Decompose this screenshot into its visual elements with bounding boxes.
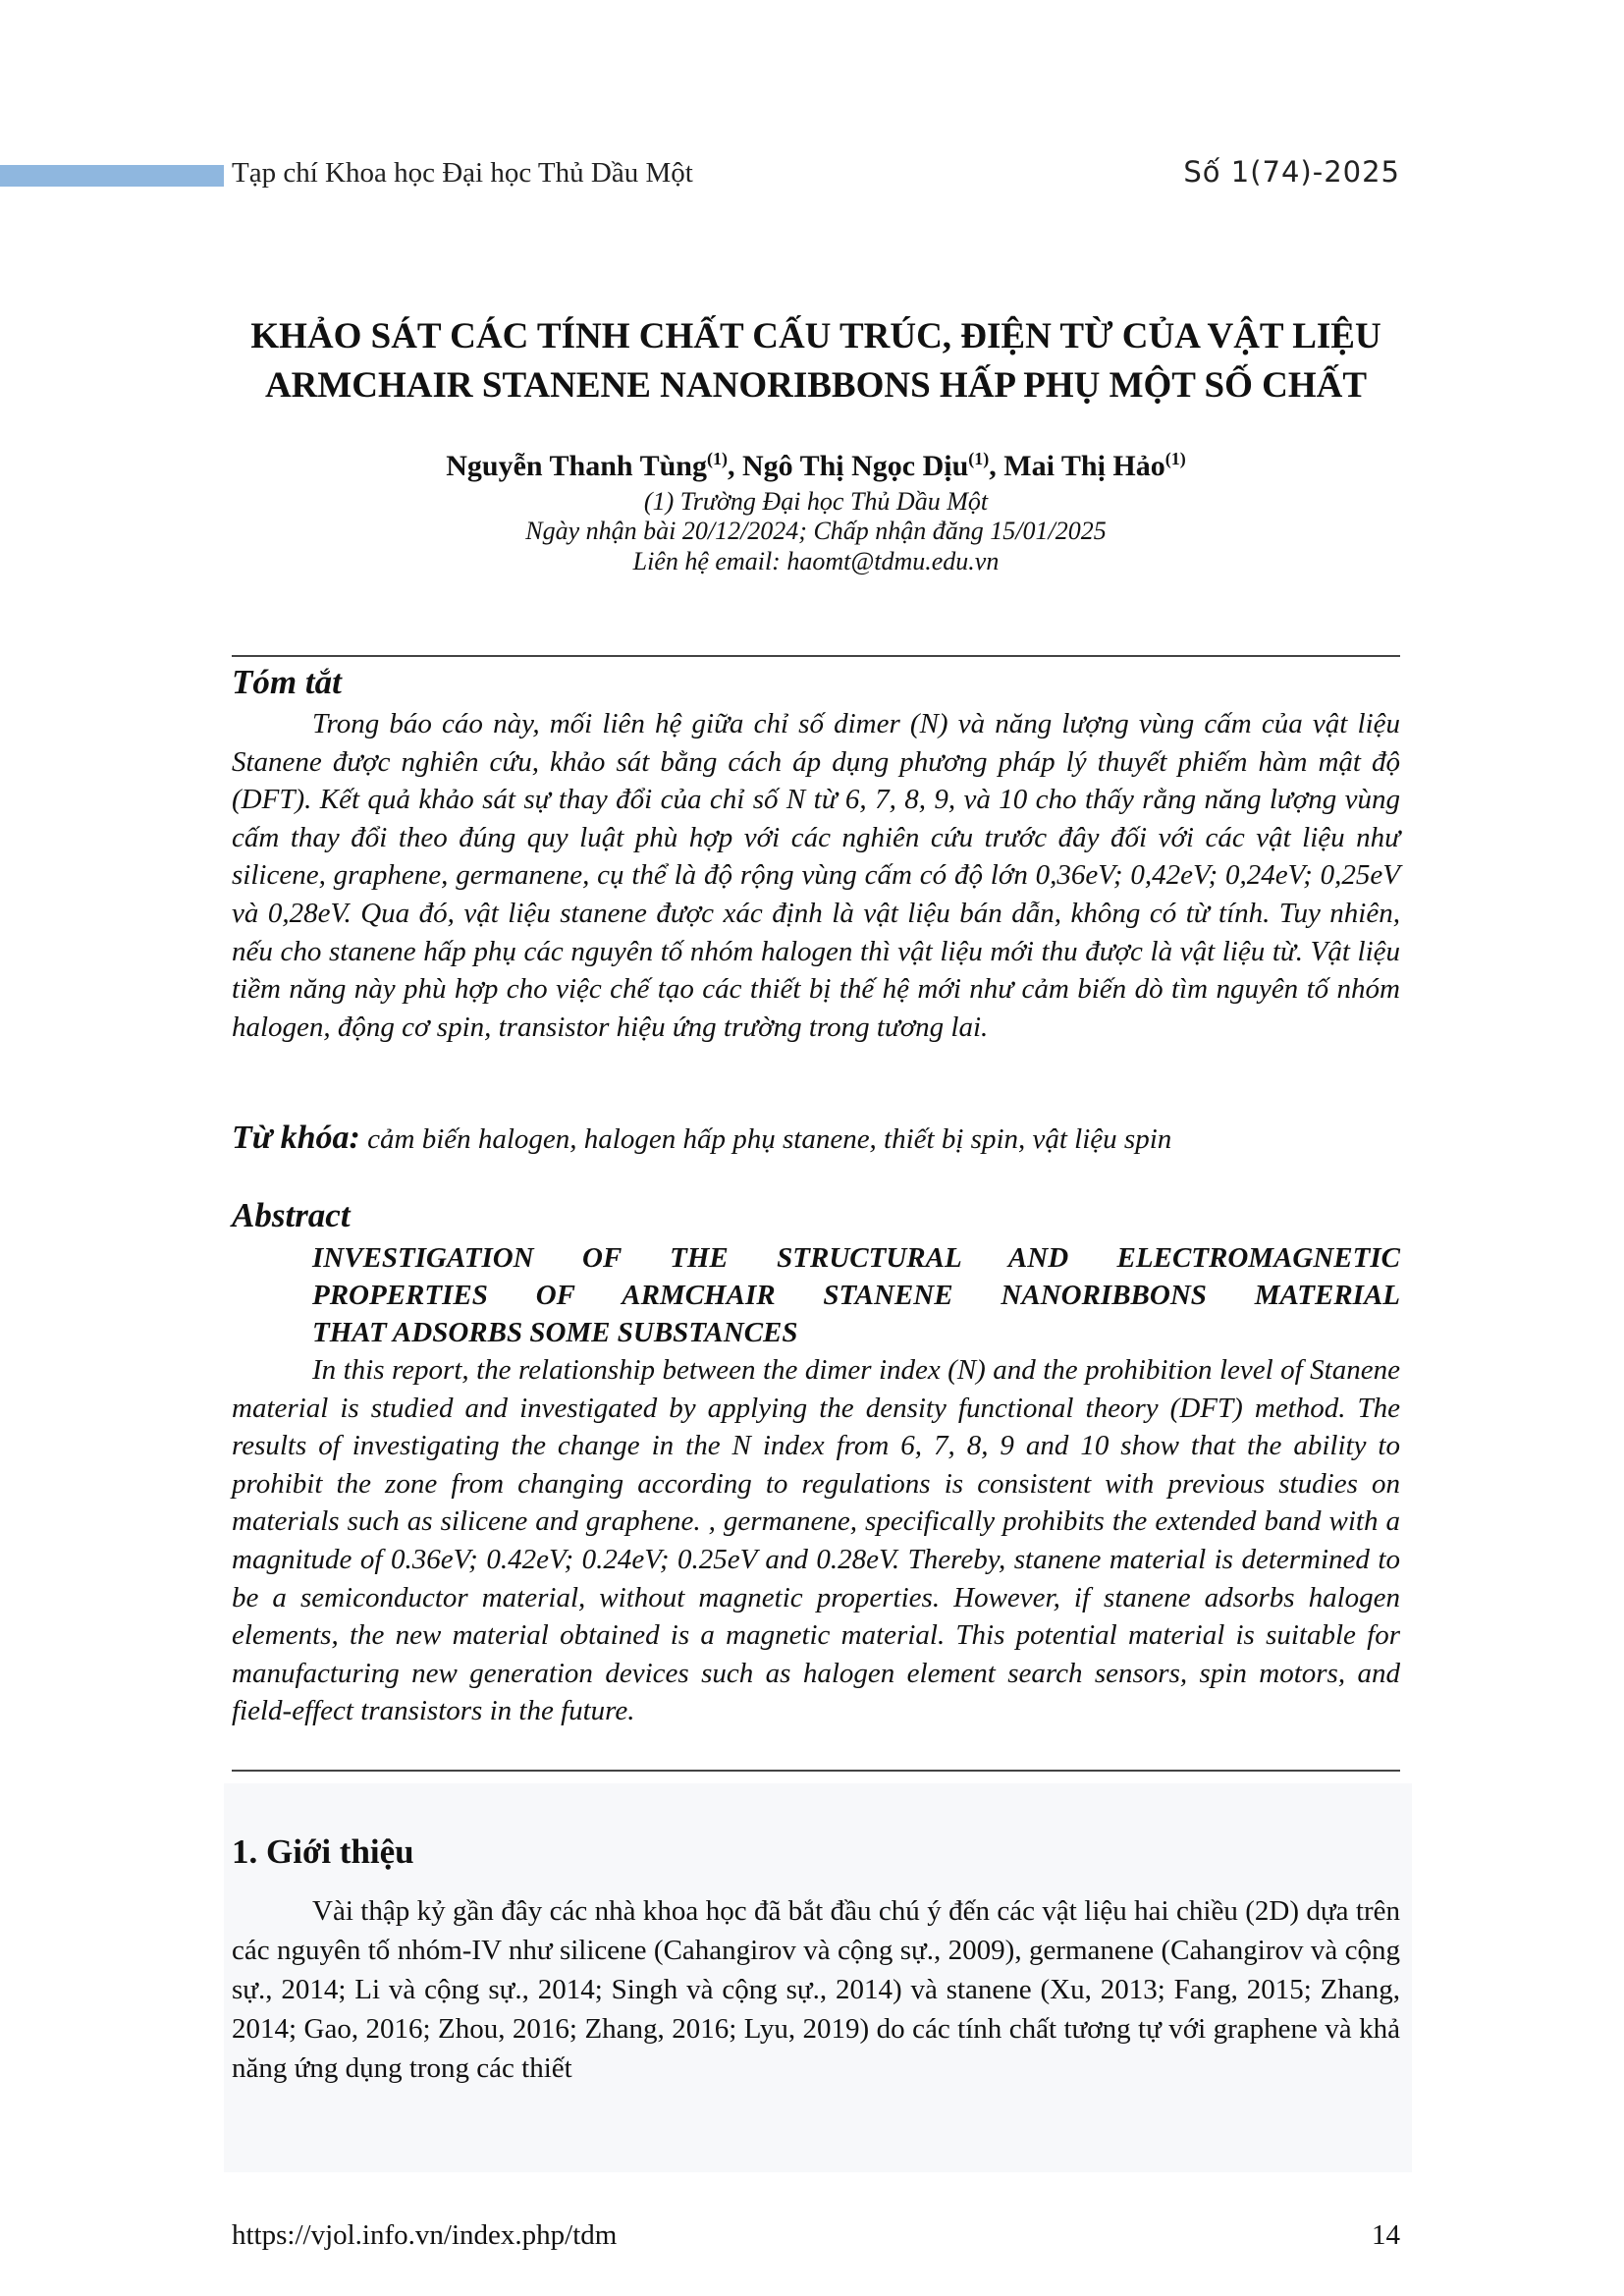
summary-body: Trong báo cáo này, mối liên hệ giữa chỉ số dimer (N) và năng lượng vùng cấm của vật liệu Stanene được nghiên cứu, khảo sát bằng cách áp dụng phương pháp lý thuyết phiếm hàm mật độ (DFT). Kết quả khảo sát sự thay đổi của chỉ số N từ 6, 7, 8, 9, và 10 cho thấy rằng năng lượng vùng cấm thay đổi theo đúng quy luật phù hợp với các nghiên cứu trước đây đối với các vật liệu như silicene, graphene, germanene, cụ thể là độ rộng vùng cấm có độ lớn 0,36eV; 0,42eV; 0,24eV; 0,25eV và 0,28eV. Qua đó, vật liệu stanene được xác định là vật liệu bán dẫn, không có từ tính. Tuy nhiên, nếu cho stanene hấp phụ các nguyên tố nhóm halogen thì vật liệu mới thu được là vật liệu từ. Vật liệu tiềm năng này phù hợp cho việc chế tạo các thiết bị thế hệ mới như cảm biến dò tìm nguyên tố nhóm halogen, động cơ spin, transistor hiệu ứng trường trong tương lai. xyxy=(232,708,1400,1043)
section-heading: 1. Giới thiệu xyxy=(232,1832,414,1871)
author-name: Ngô Thị Ngọc Dịu xyxy=(741,450,969,482)
keywords-label: Từ khóa: xyxy=(232,1120,360,1156)
submission-dates: Ngày nhận bài 20/12/2024; Chấp nhận đăng 15/01/2025 xyxy=(525,517,1107,545)
author-affiliation-mark: (1) xyxy=(968,449,990,468)
issue-number: Số 1(74)-2025 xyxy=(1183,155,1400,189)
article-title: KHẢO SÁT CÁC TÍNH CHẤT CẤU TRÚC, ĐIỆN TỪ CỦA VẬT LIỆU ARMCHAIR STANENE NANORIBBONS HẤP PHỤ MỘT SỐ CHẤT xyxy=(250,316,1381,406)
author-affiliation-mark: (1) xyxy=(1164,449,1186,468)
contact-email: Liên hệ email: haomt@tdmu.edu.vn xyxy=(632,547,1000,575)
journal-name: Tạp chí Khoa học Đại học Thủ Dầu Một xyxy=(232,157,693,189)
english-title-line: THAT ADSORBS SOME SUBSTANCES xyxy=(312,1317,798,1348)
abstract-top-rule xyxy=(232,655,1400,657)
summary-heading: Tóm tắt xyxy=(232,663,342,701)
author-name: Mai Thị Hảo xyxy=(1003,450,1165,482)
english-title xyxy=(312,1239,1400,1351)
keywords xyxy=(232,1120,1400,1157)
author-affiliation-mark: (1) xyxy=(706,449,728,468)
header-accent-bar xyxy=(0,165,224,187)
affiliation: (1) Trường Đại học Thủ Dầu Một xyxy=(643,487,989,516)
footer-url[interactable]: https://vjol.info.vn/index.php/tdm xyxy=(232,2219,618,2251)
english-title-line: INVESTIGATION OF THE STRUCTURAL AND ELECTROMAGNETIC xyxy=(312,1242,1400,1274)
abstract-bottom-rule xyxy=(232,1770,1400,1772)
english-title-line: PROPERTIES OF ARMCHAIR STANENE NANORIBBONS MATERIAL xyxy=(312,1280,1400,1311)
author-name: Nguyễn Thanh Tùng xyxy=(446,450,707,482)
abstract-heading: Abstract xyxy=(232,1196,351,1234)
keywords-text: cảm biến halogen, halogen hấp phụ stanene, thiết bị spin, vật liệu spin xyxy=(367,1123,1172,1155)
abstract-body: In this report, the relationship between the dimer index (N) and the prohibition level of Stanene material is studied and investigated by applying the density functional theory (DFT) method. The results of investigating the change in the N index from 6, 7, 8, 9 and 10 show that the ability to prohibit the zone from changing according to regulations is consistent with previous studies on materials such as silicene and graphene. , germanene, specifically prohibits the extended band with a magnitude of 0.36eV; 0.42eV; 0.24eV; 0.25eV and 0.28eV. Thereby, stanene material is determined to be a semiconductor material, without magnetic properties. However, if stanene adsorbs halogen elements, the new material obtained is a magnetic material. This potential material is suitable for manufacturing new generation devices such as halogen element search sensors, spin motors, and field-effect transistors in the future. xyxy=(232,1354,1400,1727)
author-list: Nguyễn Thanh Tùng$^{(1)}$, Ngô Thị Ngọc Dịu$^{(1)}$, Mai Thị Hảo$^{(1)}$ xyxy=(446,449,1186,482)
page-number: 14 xyxy=(1372,2219,1400,2251)
section-body: Vài thập kỷ gần đây các nhà khoa học đã bắt đầu chú ý đến các vật liệu hai chiều (2D) dựa trên các nguyên tố nhóm-IV như silicene (Cahangirov và cộng sự., 2009), germanene (Cahangirov và cộng sự., 2014; Li và cộng sự., 2014; Singh và cộng sự., 2014) và stanene (Xu, 2013; Fang, 2015; Zhang, 2014; Gao, 2016; Zhou, 2016; Zhang, 2016; Lyu, 2019) do các tính chất tương tự với graphene và khả năng ứng dụng trong các thiết xyxy=(232,1895,1400,2084)
